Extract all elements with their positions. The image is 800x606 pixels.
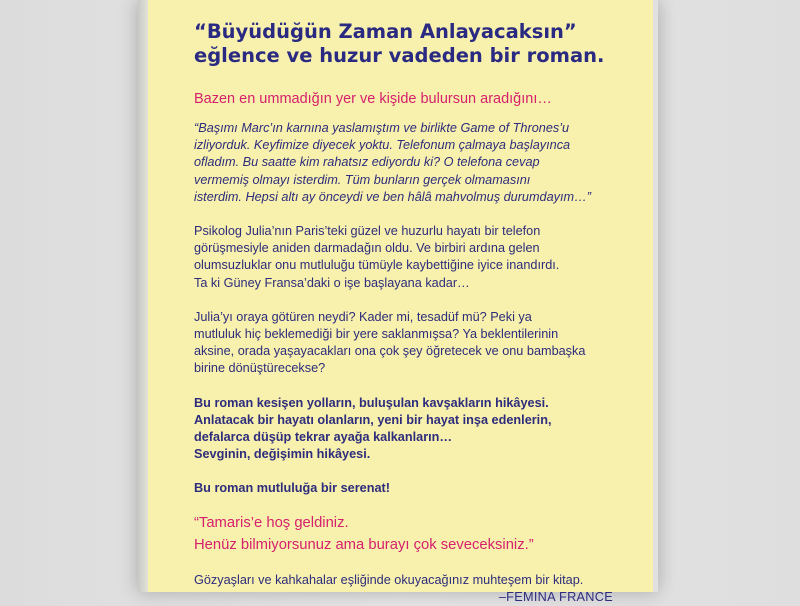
excerpt-quote [194,120,619,206]
quote-line: isterdim. Hepsi altı ay önceydi ve ben hâlâ mahvolmuş durumdayım…” [194,189,592,204]
synopsis-paragraph-2 [194,309,619,378]
serenade-line: Bu roman mutluluğa bir serenat! [194,481,390,496]
paragraph-line: Julia’yı oraya götüren neydi? Kader mi, tesadüf mü? Peki ya [194,309,532,324]
bold-line: Sevginin, değişimin hikâyesi. [194,447,371,462]
paragraph-line: mutluluk hiç beklemediği bir yere saklanmışsa? Ya beklentilerinin [194,327,559,342]
headline [194,20,619,68]
paragraph-line: olumsuzluklar onu mutluluğu tümüyle kaybettiğine iyice inandırdı. [194,258,560,273]
tagline: Bazen en ummadığın yer ve kişide bulursun aradığını… [194,91,552,107]
headline-line-1: “Büyüdüğün Zaman Anlayacaksın” [194,20,577,43]
bold-line: Anlatacak bir hayatı olanların, yeni bir hayat inşa edenlerin, [194,412,552,427]
welcome-quote-line: “Tamaris’e hoş geldiniz. [194,514,349,531]
review-attribution: –FEMINA FRANCE [498,589,613,604]
welcome-quote [194,512,619,556]
bold-summary [194,395,619,464]
synopsis-paragraph-1 [194,223,619,292]
review-quote: Gözyaşları ve kahkahalar eşliğinde okuyacağınız muhteşem bir kitap. [194,572,584,587]
quote-line: “Başımı Marc’ın karnına yaslamıştım ve birlikte Game of Thrones’u [194,121,570,135]
paragraph-line: görüşmesiyle aniden darmadağın oldu. Ve birbiri ardına gelen [194,241,540,256]
bold-line: Bu roman kesişen yolların, buluşulan kavşakların hikâyesi. [194,395,549,410]
quote-line: izliyorduk. Keyfimize diyecek yoktu. Telefonum çalmaya başlayınca [194,138,571,153]
paragraph-line: Ta ki Güney Fransa’daki o işe başlayana kadar… [194,275,470,290]
paragraph-line: Psikolog Julia’nın Paris’teki güzel ve huzurlu hayatı bir telefon [194,224,541,239]
paragraph-line: birine dönüştürecekse? [194,361,326,376]
paragraph-line: aksine, orada yaşayacakları ona çok şey öğretecek ve onu bambaşka [194,344,586,359]
bold-line: defalarca düşüp tekrar ayağa kalkanların… [194,430,453,445]
quote-line: vermemiş olmayı isterdim. Tüm bunların gerçek olmamasını [194,172,531,187]
book-back-cover [148,0,653,604]
quote-line: ofladım. Bu saatte kim rahatsız ediyordu ki? O telefona cevap [194,155,540,170]
welcome-quote-line: Henüz bilmiyorsunuz ama burayı çok seveceksiniz.” [194,536,534,553]
headline-line-2: eğlence ve huzur vadeden bir roman. [194,44,605,67]
